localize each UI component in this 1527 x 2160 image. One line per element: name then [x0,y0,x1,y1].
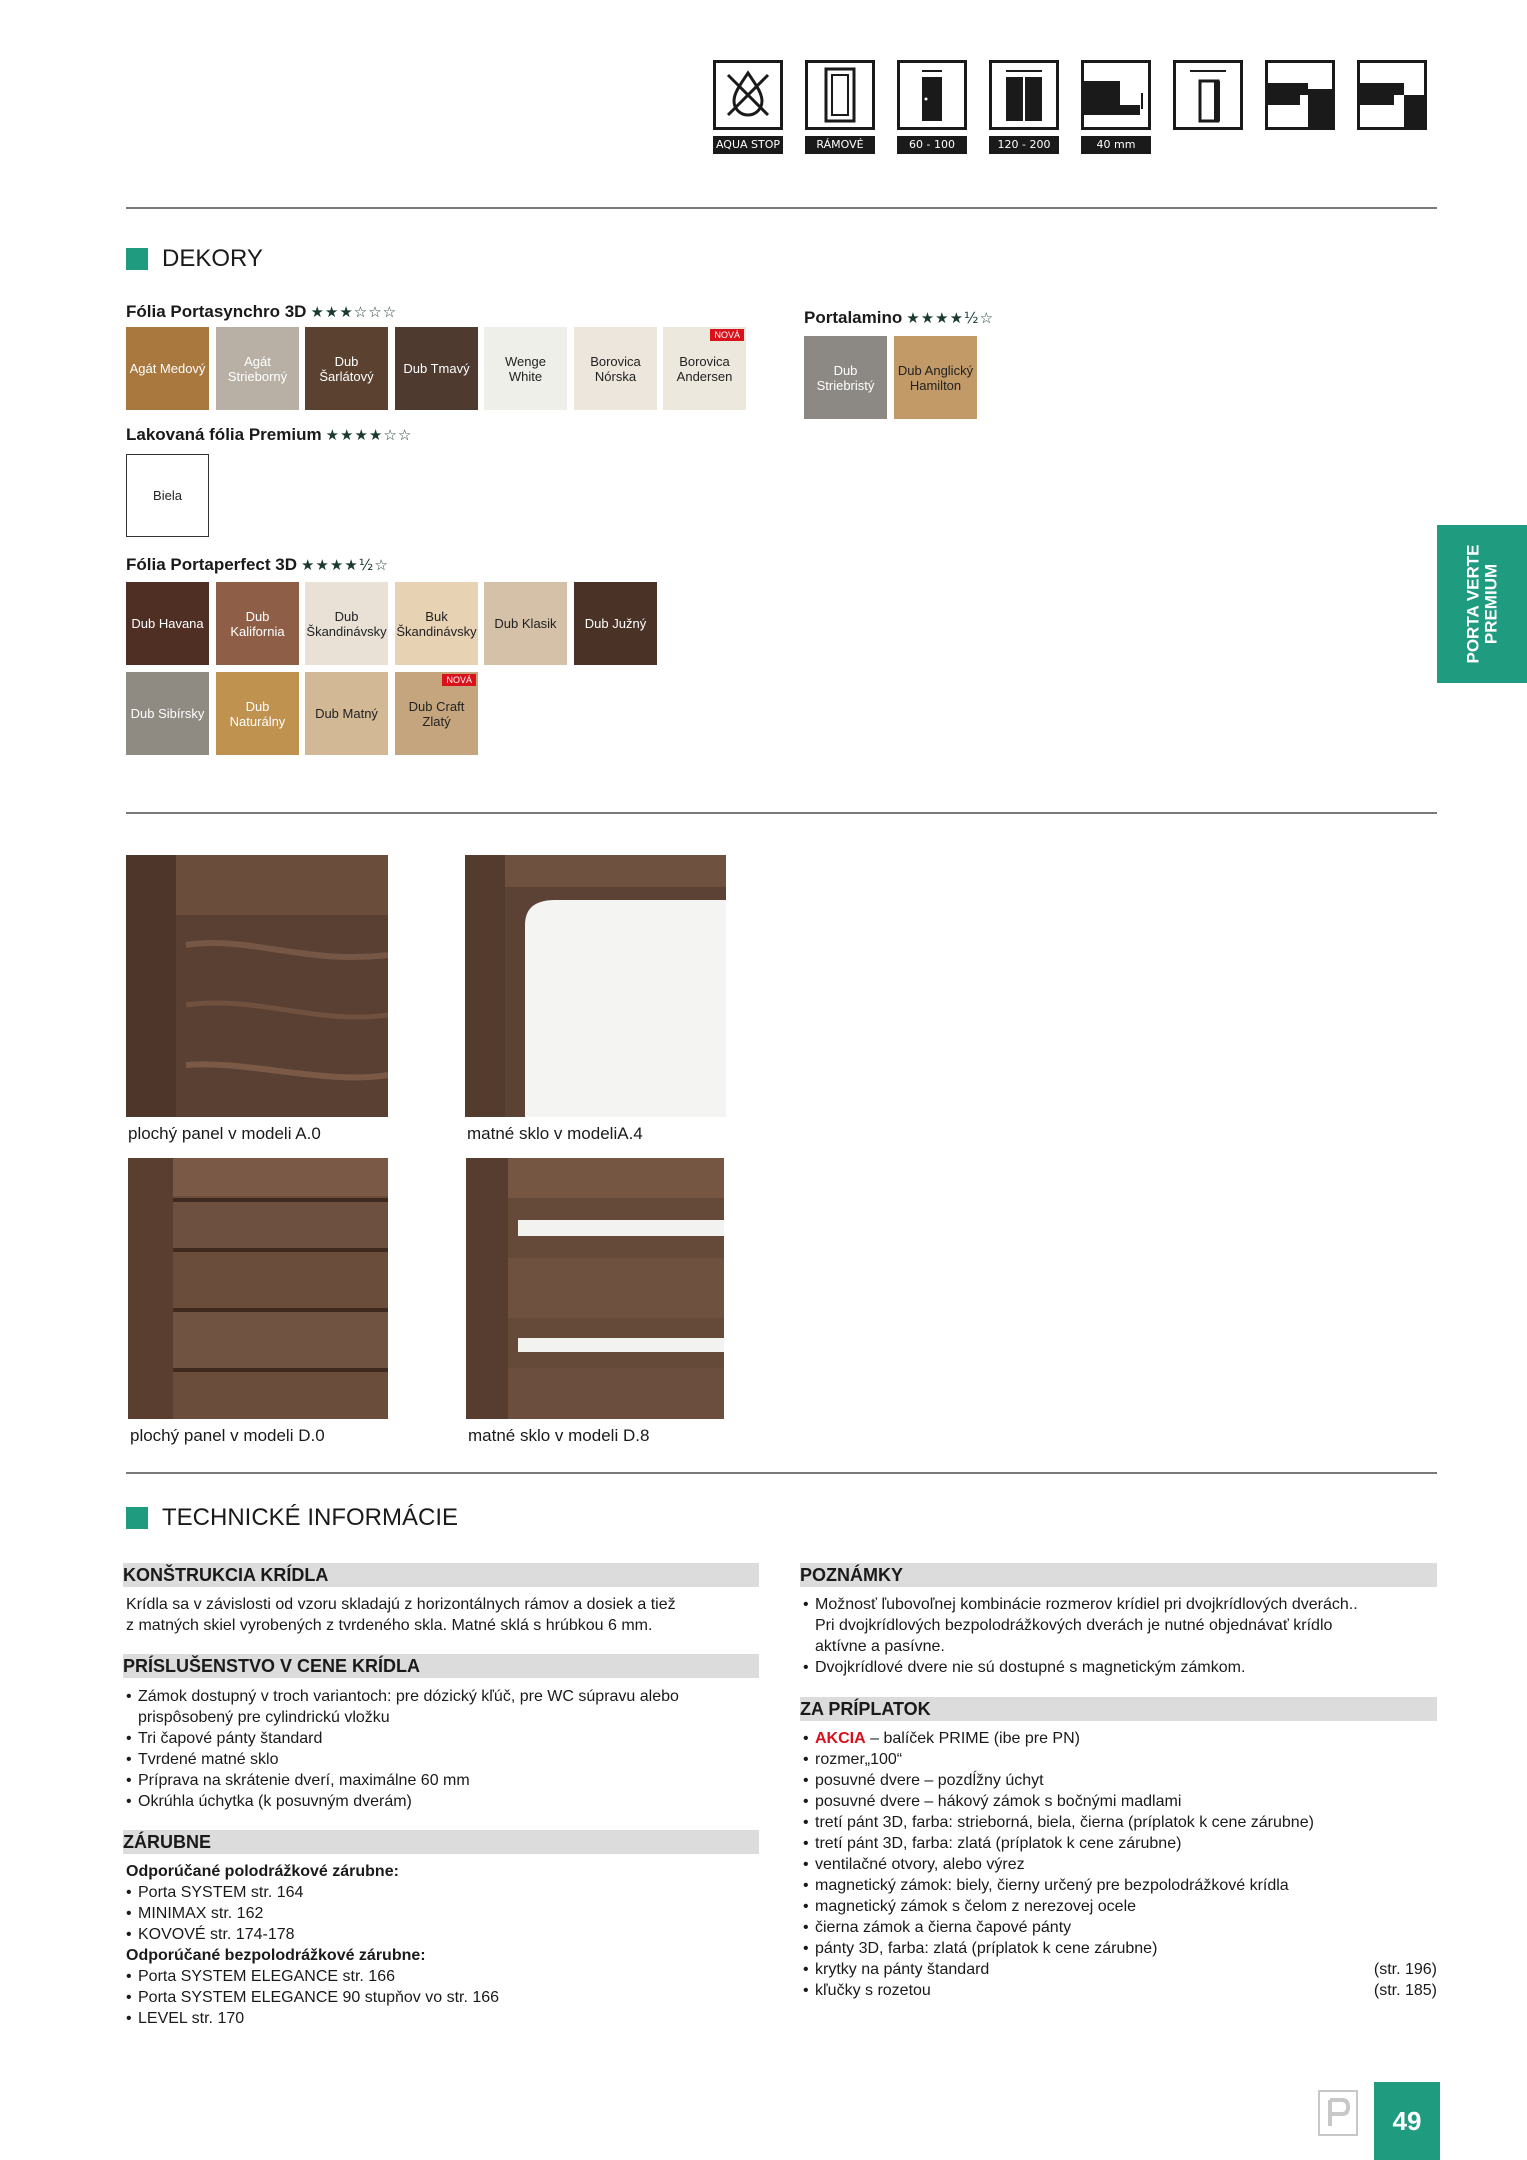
new-badge: NOVÁ [442,674,476,686]
decor-swatch [305,327,388,410]
decor-swatch-label: Dub Striebristý [816,362,875,393]
rating-stars: ★★★★½☆ [301,556,389,574]
group-title-text: Fólia Portaperfect 3D [126,555,297,574]
zarubne-bar [123,1830,759,1854]
bar-title: POZNÁMKY [800,1565,903,1585]
list-item: • ventilačné otvory, alebo výrez [803,1854,1437,1875]
decor-swatch-label: Agát Strieborný [227,353,288,384]
aqua-stop-icon [713,60,783,130]
list-item: • Porta SYSTEM str. 164 [126,1882,756,1903]
thickness-icon [1081,60,1151,130]
decor-swatch [216,582,299,665]
decor-swatch [574,327,657,410]
decor-swatch-label: Dub Tmavý [403,361,470,376]
list-item: • Možnosť ľubovoľnej kombinácie rozmerov krídiel pri dvojkrídlových dverách.. Pri dvojkrídlových bezpolodrážkových dverách je nutné objednávať krídlo aktívne a pasívne. [803,1594,1363,1657]
decor-swatch-label: Biela [153,488,182,503]
list-item [803,1980,1437,2001]
brand-logo-icon [1318,2090,1358,2136]
list-item: • pánty 3D, farba: zlatá (príplatok k cene zárubne) [803,1938,1437,1959]
portalamino-title [804,308,994,328]
decor-swatch-label: Wenge White [505,353,546,384]
decor-swatch-label: Dub Škandinávsky [306,608,387,639]
subheading: Odporúčané bezpolodrážkové zárubne: [126,1947,426,1964]
decor-swatch [574,582,657,665]
decor-swatch [126,454,209,537]
side-tab-text [1464,544,1500,663]
list-item: • Tri čapové pánty štandard [126,1728,756,1749]
decor-swatch-label: Dub Craft Zlatý [408,698,465,729]
frame-profile-alt-icon [1357,60,1427,130]
rating-stars: ★★★☆☆☆ [310,303,398,321]
decor-swatch [216,327,299,410]
section-side-tab [1437,525,1527,683]
new-badge: NOVÁ [710,329,744,341]
feature-aqua-stop [713,60,783,154]
zarubne-text [126,1861,756,2029]
frame-door-icon [805,60,875,130]
group-title-text: Lakovaná fólia Premium [126,425,322,444]
feature-label: 60 - 100 [897,136,967,154]
list-item: • čierna zámok a čierna čapové pánty [803,1917,1437,1938]
page-number: 49 [1374,2082,1440,2160]
list-item: • tretí pánt 3D, farba: strieborná, biela, čierna (príplatok k cene zárubne) [803,1812,1437,1833]
section-decors-header [126,245,263,273]
list-item: • KOVOVÉ str. 174-178 [126,1924,756,1945]
list-item: • Tvrdené matné sklo [126,1749,756,1770]
list-item: • posuvné dvere – hákový zámok s bočnými madlami [803,1791,1437,1812]
decor-swatch-label: Dub Havana [131,616,204,631]
decor-swatch [395,327,478,410]
prislusenstvo-bar [123,1654,759,1678]
frame-profile-icon [1265,60,1335,130]
decor-swatch-label: Dub Južný [584,616,647,631]
divider [126,812,1437,814]
feature-label: AQUA STOP [713,136,783,154]
feature-frame-profile-alt [1357,60,1427,154]
section-title: DEKORY [162,245,263,272]
list-item [803,1959,1437,1980]
list-item: • Dvojkrídlové dvere nie sú dostupné s magnetickým zámkom. [803,1657,1363,1678]
list-item: • posuvné dvere – pozdĺžny úchyt [803,1770,1437,1791]
list-item-akcia [803,1728,1437,1749]
text-line: z matných skiel vyrobených z tvrdeného skla. Matné sklá s hrúbkou 6 mm. [126,1617,653,1634]
feature-opening [1173,60,1243,154]
feature-double-width [989,60,1059,154]
decor-swatch-label: Borovica Nórska [590,353,641,384]
photo-caption: plochý panel v modeli A.0 [128,1124,321,1143]
list-item: • magnetický zámok s čelom z nerezovej ocele [803,1896,1437,1917]
priplatok-bar [800,1697,1437,1721]
decor-swatch-label: Dub Matný [315,706,378,721]
bar-title: PRÍSLUŠENSTVO V CENE KRÍDLA [123,1656,421,1676]
list-item: • Porta SYSTEM ELEGANCE 90 stupňov vo str. 166 [126,1987,756,2008]
feature-thickness [1081,60,1151,154]
decor-swatch [126,327,209,410]
konstrukcia-text [126,1594,762,1636]
page-reference: (str. 185) [1373,1982,1437,1999]
poznamky-bar [800,1563,1437,1587]
list-item: • magnetický zámok: biely, čierny určený pre bezpolodrážkové krídla [803,1875,1437,1896]
decor-swatch [395,582,478,665]
portasynchro-title [126,302,397,322]
portaperfect-title [126,555,389,575]
divider [126,1472,1437,1474]
single-door-width-icon [897,60,967,130]
decor-swatch-label: Dub Klasik [494,616,557,631]
door-photo-a0 [126,855,388,1117]
decor-swatch [216,672,299,755]
photo-caption: matné sklo v modeli D.8 [468,1426,650,1445]
decor-swatch-label: Dub Naturálny [229,698,286,729]
door-photo-d8 [466,1158,724,1419]
photo-caption: matné sklo v modeliA.4 [467,1124,643,1143]
divider [126,207,1437,209]
list-item: • LEVEL str. 170 [126,2008,756,2029]
akcia-label: AKCIA [815,1730,866,1747]
side-tab-line: PREMIUM [1481,563,1501,645]
decor-swatch [305,582,388,665]
feature-single-width [897,60,967,154]
opening-width-icon [1173,60,1243,130]
decor-swatch-label: Dub Kalifornia [230,608,285,639]
section-marker [126,248,148,270]
group-title-text: Fólia Portasynchro 3D [126,302,307,321]
double-door-width-icon [989,60,1059,130]
decor-swatch [804,336,887,419]
section-marker [126,1507,148,1529]
list-item: • Zámok dostupný v troch variantoch: pre dózický kľúč, pre WC súpravu alebo prispôsobený pre cylindrickú vložku [126,1686,756,1728]
section-title: TECHNICKÉ INFORMÁCIE [162,1504,459,1531]
decor-swatch-label: Agát Medový [129,361,206,376]
feature-frame-profile [1265,60,1335,154]
decor-swatch-label: Buk Škandinávsky [396,608,477,639]
feature-label: 120 - 200 [989,136,1059,154]
bar-title: ZA PRÍPLATOK [800,1699,931,1719]
decor-swatch [395,672,478,755]
photo-caption: plochý panel v modeli D.0 [130,1426,325,1445]
list-item: • Príprava na skrátenie dverí, maximálne 60 mm [126,1770,756,1791]
decor-swatch [126,582,209,665]
subheading: Odporúčané polodrážkové zárubne: [126,1863,399,1880]
door-photo-a4 [465,855,726,1117]
prislusenstvo-list [126,1686,756,1812]
akcia-text: – balíček PRIME (ibe pre PN) [865,1730,1080,1747]
rating-stars: ★★★★☆☆ [325,426,413,444]
bar-title: KONŠTRUKCIA KRÍDLA [123,1565,329,1585]
poznamky-list [803,1594,1363,1678]
priplatok-list [803,1728,1437,2001]
decor-swatch [484,582,567,665]
item-text: krytky na pánty štandard [815,1961,990,1978]
lakovana-title [126,425,412,445]
decor-swatch [484,327,567,410]
decor-swatch [663,327,746,410]
rating-stars: ★★★★½☆ [906,309,995,327]
decor-swatch-label: Dub Sibírsky [130,706,205,721]
feature-label: 40 mm [1081,136,1151,154]
item-text: kľučky s rozetou [815,1982,931,1999]
decor-swatch [894,336,977,419]
decor-swatch-label: Borovica Andersen [676,353,733,384]
feature-label: RÁMOVÉ [805,136,875,154]
list-item: • tretí pánt 3D, farba: zlatá (príplatok k cene zárubne) [803,1833,1437,1854]
list-item: • Okrúhla úchytka (k posuvným dverám) [126,1791,756,1812]
group-title-text: Portalamino [804,308,903,327]
section-tech-header [126,1504,458,1532]
decor-swatch-label: Dub Šarlátový [319,353,374,384]
konstrukcia-bar [123,1563,759,1587]
list-item: • rozmer„100“ [803,1749,1437,1770]
decor-swatch-label: Dub Anglický Hamilton [897,362,974,393]
bar-title: ZÁRUBNE [123,1832,211,1852]
decor-swatch [126,672,209,755]
list-item: • MINIMAX str. 162 [126,1903,756,1924]
side-tab-line: PORTA VERTE [1463,544,1483,664]
text-line: Krídla sa v závislosti od vzoru skladajú z horizontálnych rámov a dosiek a tiež [126,1596,676,1613]
page-reference: (str. 196) [1373,1961,1437,1978]
door-photo-d0 [128,1158,388,1419]
decor-swatch [305,672,388,755]
feature-frame-door [805,60,875,154]
list-item: • Porta SYSTEM ELEGANCE str. 166 [126,1966,756,1987]
